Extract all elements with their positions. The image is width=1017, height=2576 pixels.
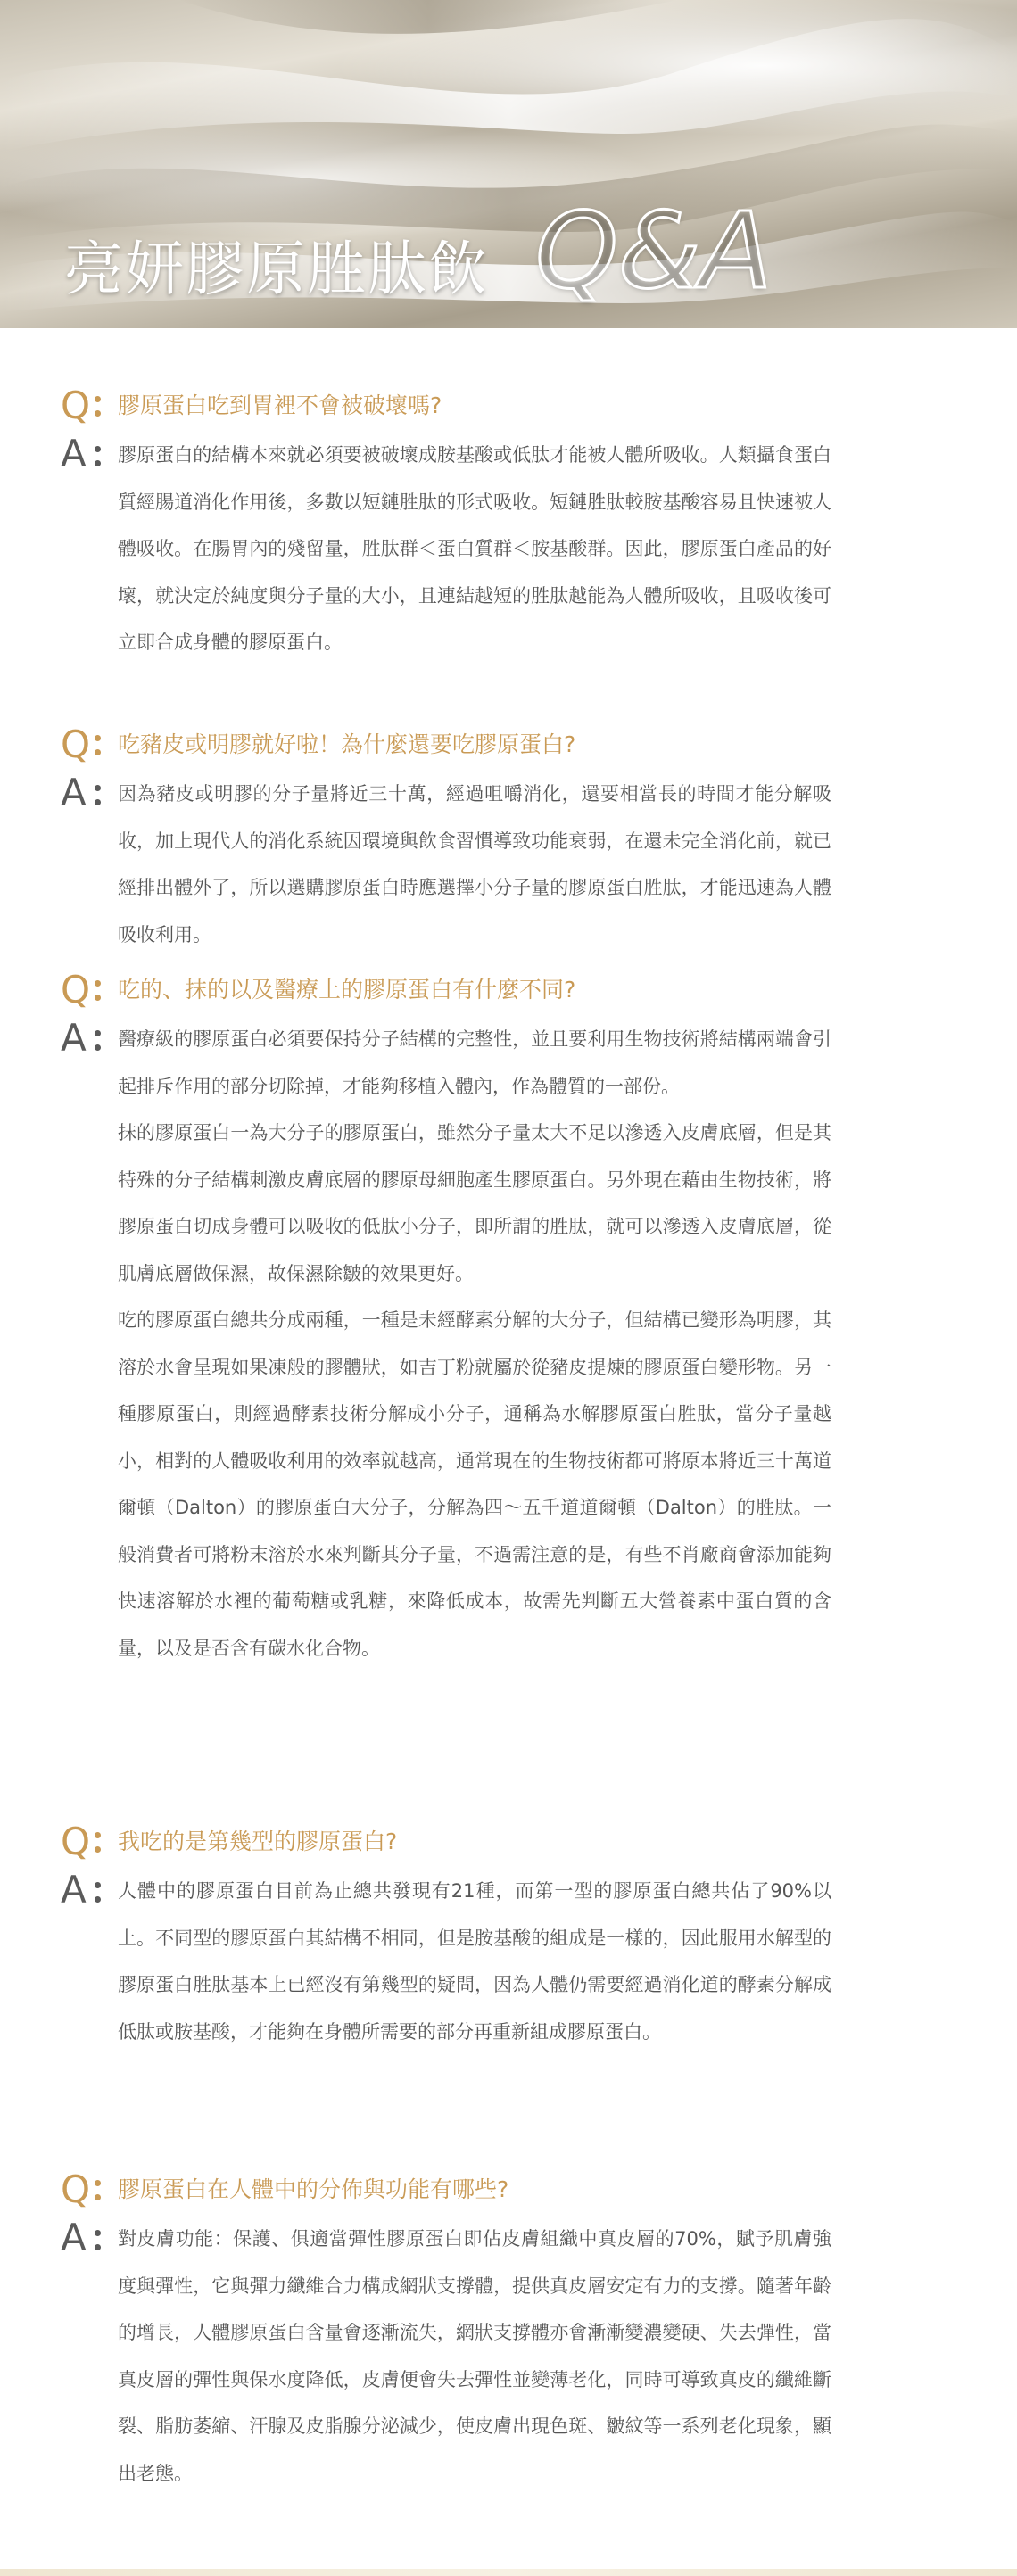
question-text: 我吃的是第幾型的膠原蛋白? <box>118 1829 398 1854</box>
question-letter: Q <box>61 968 91 1011</box>
question-letter: Q <box>61 384 91 427</box>
question-text: 膠原蛋白吃到胃裡不會被破壞嗎? <box>118 392 442 418</box>
answer-letter: A <box>61 2216 87 2259</box>
answer-letter: A <box>61 1016 87 1060</box>
answer-paragraph: 醫療級的膠原蛋白必須要保持分子結構的完整性，並且要利用生物技術將結構兩端會引起排斥作用的部分切除掉，才能夠移植入體內，作為體質的一部份。 <box>118 1028 831 1097</box>
question-text: 吃豬皮或明膠就好啦！為什麼還要吃膠原蛋白? <box>118 731 576 757</box>
question-letter: Q <box>61 722 91 766</box>
answer-body <box>118 1016 831 1672</box>
hero-banner <box>0 0 1017 328</box>
answer-paragraph: 抹的膠原蛋白一為大分子的膠原蛋白，雖然分子量太大不足以滲透入皮膚底層，但是其特殊的分子結構刺激皮膚底層的膠原母細胞產生膠原蛋白。另外現在藉由生物技術，將膠原蛋白切成身體可以吸收的低肽小分子，即所謂的胜肽，就可以滲透入皮膚底層，從肌膚底層做保濕，故保濕除皺的效果更好。 <box>118 1122 831 1284</box>
answer-body <box>118 2216 831 2497</box>
answer-paragraph: 吃的膠原蛋白總共分成兩種，一種是未經酵素分解的大分子，但結構已變形為明膠，其溶於水會呈現如果凍般的膠體狀，如吉丁粉就屬於從豬皮提煉的膠原蛋白變形物。另一種膠原蛋白，則經過酵素技術分解成小分子，通稱為水解膠原蛋白胜肽，當分子量越小，相對的人體吸收利用的效率就越高，通常現在的生物技術都可將原本將近三十萬道爾頓（Dalton）的膠原蛋白大分子，分解為四～五千道道爾頓（Dalton）的胜肽。一般消費者可將粉末溶於水來判斷其分子量，不過需注意的是，有些不肖廠商會添加能夠快速溶解於水裡的葡萄糖或乳糖，來降低成本，故需先判斷五大營養素中蛋白質的含量，以及是否含有碳水化合物。 <box>118 1309 831 1659</box>
answer-letter: A <box>61 432 87 475</box>
question-letter: Q <box>61 2167 91 2211</box>
question-text: 膠原蛋白在人體中的分佈與功能有哪些? <box>118 2176 509 2202</box>
banner-title: 亮妍膠原胜肽飲 <box>64 235 489 303</box>
footer-divider <box>0 2569 1017 2576</box>
answer-body <box>118 771 831 958</box>
question-text: 吃的、抹的以及醫療上的膠原蛋白有什麼不同? <box>118 977 576 1003</box>
answer-letter: A <box>61 771 87 814</box>
answer-body <box>118 1868 831 2055</box>
answer-paragraph: 對皮膚功能：保護、俱適當彈性膠原蛋白即佔皮膚組織中真皮層的70%，賦予肌膚強度與彈性，它與彈力纖維合力構成網狀支撐體，提供真皮層安定有力的支撐。隨著年齡的增長，人體膠原蛋白含量會逐漸流失，網狀支撐體亦會漸漸變濃變硬、失去彈性，當真皮層的彈性與保水度降低，皮膚便會失去彈性並變薄老化，同時可導致真皮的纖維斷裂、脂肪萎縮、汗腺及皮脂腺分泌減少，使皮膚出現色斑、皺紋等一系列老化現象，顯出老態。 <box>118 2228 831 2484</box>
answer-paragraph: 膠原蛋白的結構本來就必須要被破壞成胺基酸或低肽才能被人體所吸收。人類攝食蛋白質經腸道消化作用後，多數以短鏈胜肽的形式吸收。短鏈胜肽較胺基酸容易且快速被人體吸收。在腸胃內的殘留量，胜肽群＜蛋白質群＜胺基酸群。因此，膠原蛋白產品的好壞，就決定於純度與分子量的大小，且連結越短的胜肽越能為人體所吸收，且吸收後可立即合成身體的膠原蛋白。 <box>118 444 831 653</box>
answer-paragraph: 因為豬皮或明膠的分子量將近三十萬，經過咀嚼消化，還要相當長的時間才能分解吸收，加上現代人的消化系統因環境與飲食習慣導致功能衰弱，在還未完全消化前，就已經排出體外了，所以選購膠原蛋白時應選擇小分子量的膠原蛋白胜肽，才能迅速為人體吸收利用。 <box>118 783 831 945</box>
answer-body <box>118 432 831 666</box>
banner-qa-label: Q&A <box>535 189 773 312</box>
answer-letter: A <box>61 1868 87 1911</box>
answer-paragraph: 人體中的膠原蛋白目前為止總共發現有21種，而第一型的膠原蛋白總共佔了90%以上。不同型的膠原蛋白其結構不相同，但是胺基酸的組成是一樣的，因此服用水解型的膠原蛋白胜肽基本上已經沒有第幾型的疑問，因為人體仍需要經過消化道的酵素分解成低肽或胺基酸，才能夠在身體所需要的部分再重新組成膠原蛋白。 <box>118 1880 831 2043</box>
question-letter: Q <box>61 1820 91 1863</box>
